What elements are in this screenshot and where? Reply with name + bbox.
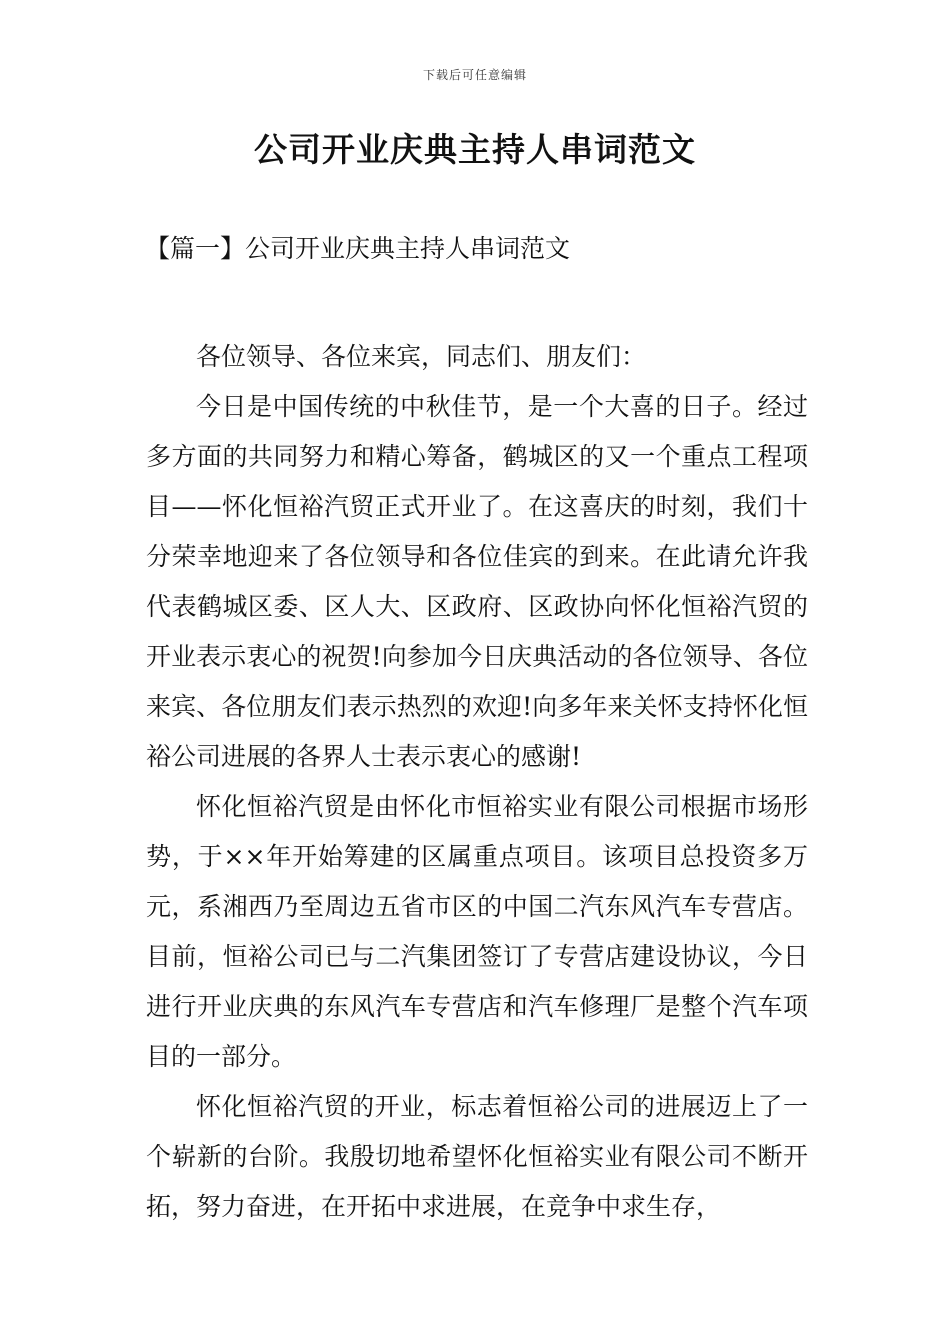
header-note: 下载后可任意编辑 [422,68,527,82]
paragraph-significance: 怀化恒裕汽贸的开业，标志着恒裕公司的进展迈上了一个崭新的台阶。我殷切地希望怀化恒裕实业有限公司不断开拓，努力奋进，在开拓中求进展，在竞争中求生存， [146,1092,808,1221]
paragraph-company-intro: 怀化恒裕汽贸是由怀化市恒裕实业有限公司根据市场形势，于××年开始筹建的区属重点项目。该项目总投资多万元，系湘西乃至周边五省市区的中国二汽东风汽车专营店。目前，恒裕公司已与二汽集团签订了专营店建设协议，今日进行开业庆典的东风汽车专营店和汽车修理厂是整个汽车项目的一部分。 [146,792,808,1071]
paragraph-greeting: 各位领导、各位来宾，同志们、朋友们： [196,342,647,371]
paragraph-opening: 今日是中国传统的中秋佳节，是一个大喜的日子。经过多方面的共同努力和精心筹备，鹤城区的又一个重点工程项目——怀化恒裕汽贸正式开业了。在这喜庆的时刻，我们十分荣幸地迎来了各位领导和各位佳宾的到来。在此请允许我代表鹤城区委、区人大、区政府、区政协向怀化恒裕汽贸的开业表示衷心的祝贺!向参加今日庆典活动的各位领导、各位来宾、各位朋友们表示热烈的欢迎!向多年来关怀支持怀化恒裕公司进展的各界人士表示衷心的感谢! [146,392,808,771]
document-body [146,332,808,1232]
section-heading: 【篇一】公司开业庆典主持人串词范文 [145,234,571,263]
document-title: 公司开业庆典主持人串词范文 [254,130,696,169]
